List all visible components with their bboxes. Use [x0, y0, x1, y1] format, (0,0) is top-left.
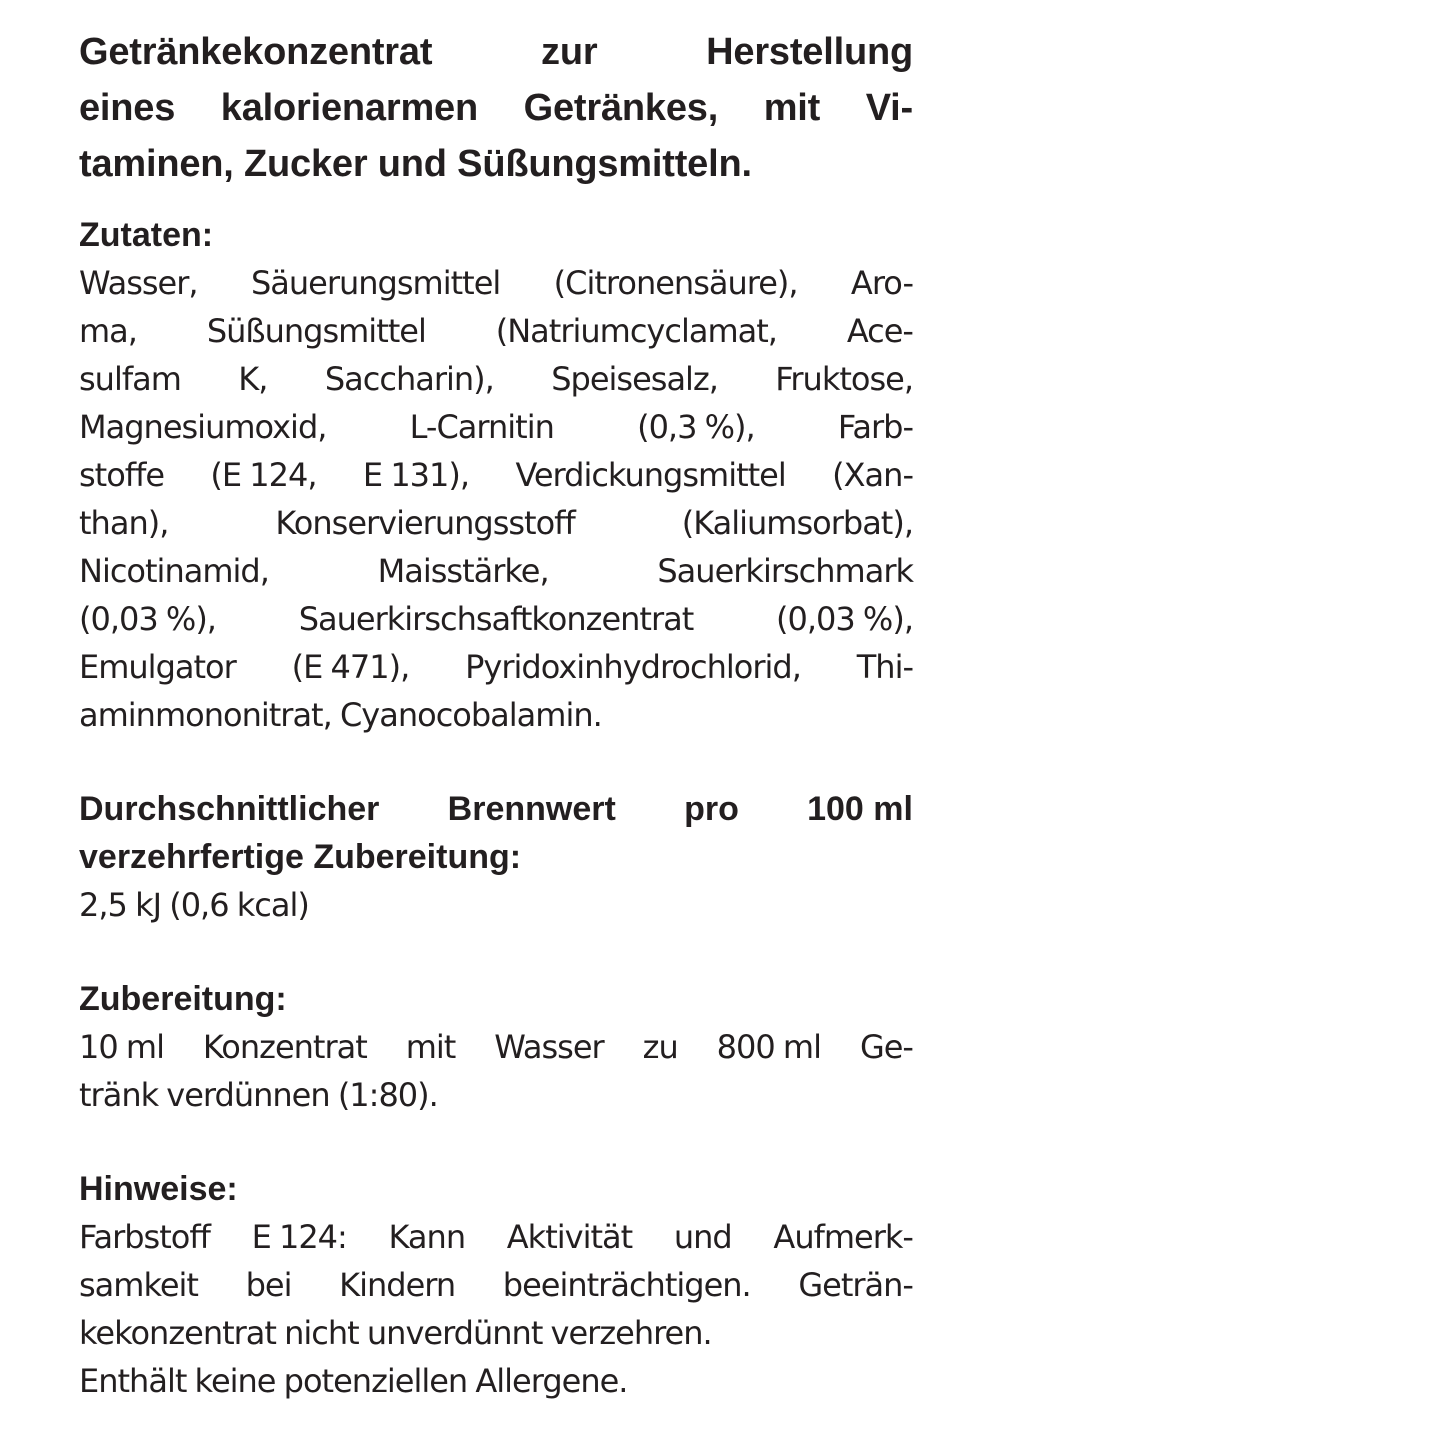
notes-line: Enthält keine potenziellen Allergene. [79, 1362, 628, 1400]
ingredients-line: (0,03 %), Sauerkirschsaftkonzentrat (0,03 %), [79, 600, 913, 638]
ingredients-heading: Zutaten: [79, 216, 214, 254]
energy-value: 2,5 kJ (0,6 kcal) [79, 886, 309, 924]
ingredients-line: stoffe (E 124, E 131), Verdickungsmittel (Xan- [79, 456, 913, 494]
notes-line: samkeit bei Kindern beeinträchtigen. Geträn- [79, 1266, 913, 1304]
preparation-text [79, 1023, 913, 1119]
title-line: eines kalorienarmen Getränkes, mit Vi- [79, 87, 913, 129]
title-line: taminen, Zucker und Süßungsmitteln. [79, 143, 752, 185]
energy-heading [79, 785, 913, 881]
preparation-line: tränk verdünnen (1:80). [79, 1076, 438, 1114]
ingredients-line: Emulgator (E 471), Pyridoxinhydrochlorid, Thi- [79, 648, 913, 686]
notes-heading: Hinweise: [79, 1170, 238, 1208]
preparation-heading: Zubereitung: [79, 980, 287, 1018]
notes-line: Farbstoff E 124: Kann Aktivität und Aufmerk- [79, 1218, 913, 1256]
preparation-line: 10 ml Konzentrat mit Wasser zu 800 ml Ge- [79, 1028, 913, 1066]
ingredients-line: ma, Süßungsmittel (Natriumcyclamat, Ace- [79, 312, 913, 350]
ingredients-line: sulfam K, Saccharin), Speisesalz, Fruktose, [79, 360, 913, 398]
ingredients-line: Magnesiumoxid, L-Carnitin (0,3 %), Farb- [79, 408, 913, 446]
ingredients-line: aminmononitrat, Cyanocobalamin. [79, 696, 602, 734]
ingredients-line: than), Konservierungsstoff (Kaliumsorbat), [79, 504, 913, 542]
title-line: Getränkekonzentrat zur Herstellung [79, 31, 913, 73]
notes-section [79, 1165, 913, 1405]
ingredients-section [79, 211, 913, 739]
ingredients-text [79, 259, 913, 739]
preparation-section [79, 975, 913, 1119]
notes-text [79, 1213, 913, 1405]
product-label [79, 24, 913, 1405]
energy-heading-line: Durchschnittlicher Brennwert pro 100 ml [79, 790, 913, 828]
ingredients-line: Wasser, Säuerungsmittel (Citronensäure), Aro- [79, 264, 913, 302]
ingredients-line: Nicotinamid, Maisstärke, Sauerkirschmark [79, 552, 913, 590]
notes-line: kekonzentrat nicht unverdünnt verzehren. [79, 1314, 712, 1352]
energy-heading-line: verzehrfertige Zubereitung: [79, 838, 522, 876]
product-title [79, 24, 913, 192]
energy-section [79, 785, 913, 929]
